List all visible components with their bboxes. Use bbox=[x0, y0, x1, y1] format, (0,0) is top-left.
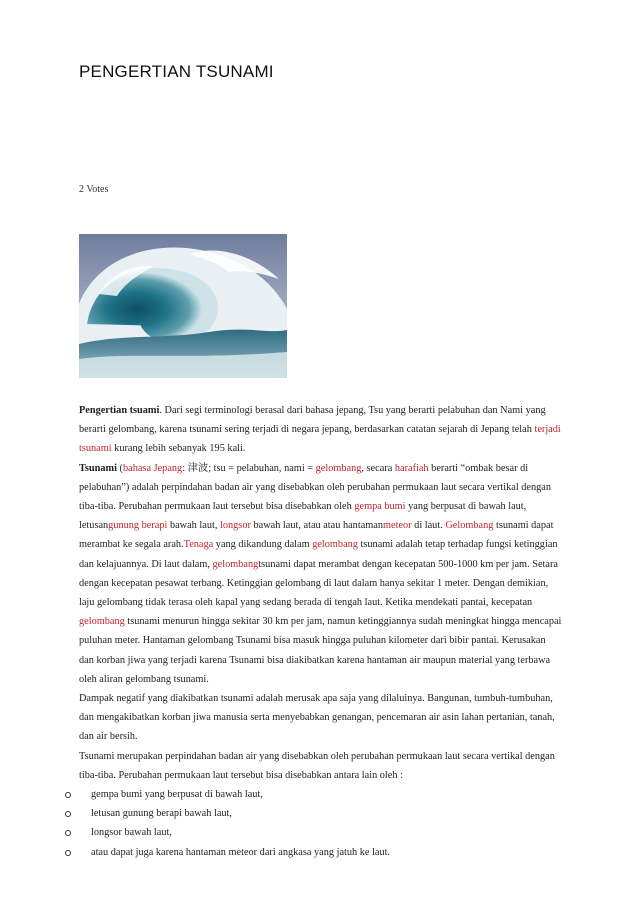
cause-list bbox=[79, 785, 563, 862]
link-gelombang[interactable]: gelombang bbox=[315, 462, 362, 474]
paragraph-4: Tsunami merupakan perpindahan badan air yang disebabkan oleh perubahan permukaan laut secara vertikal dengan tiba-tiba. Perubahan permukaan laut tersebut bisa disebabkan antara lain oleh : bbox=[79, 750, 555, 781]
list-item: atau dapat juga karena hantaman meteor dari angkasa yang jatuh ke laut. bbox=[79, 843, 563, 862]
votes-count: 2 Votes bbox=[79, 184, 109, 195]
list-item: letusan gunung berapi bawah laut, bbox=[79, 804, 563, 823]
link-gunung-berapi[interactable]: gunung berapi bbox=[108, 520, 168, 532]
bullet-icon bbox=[65, 850, 71, 856]
link-bahasa-jepang[interactable]: bahasa Jepang bbox=[123, 462, 183, 474]
term-pengertian: Pengertian tsuami bbox=[79, 405, 160, 416]
link-gelombang-5[interactable]: gelombang bbox=[79, 616, 125, 628]
list-item: gempa bumi yang berpusat di bawah laut, bbox=[79, 785, 563, 804]
bullet-icon bbox=[65, 792, 71, 798]
link-terjadi-tsunami[interactable]: terjadi tsunami bbox=[79, 424, 561, 455]
link-gempa-bumi[interactable]: gempa bumi bbox=[354, 501, 406, 513]
bullet-icon bbox=[65, 811, 71, 817]
paragraph-1: Pengertian tsuami. Dari segi terminologi berasal dari bahasa jepang, Tsu yang berarti pelabuhan dan Nami yang berarti gelombang, karena tsunami sering terjadi di negara jepang, berdasarkan catatan sejarah di Jepang telah terjadi tsunami kurang lebih sebanyak 195 kali. bbox=[79, 405, 561, 455]
bullet-icon bbox=[65, 830, 71, 836]
link-longsor[interactable]: longsor bbox=[220, 520, 251, 532]
list-item: longsor bawah laut, bbox=[79, 823, 563, 842]
link-gelombang-4[interactable]: gelombang bbox=[212, 558, 259, 570]
paragraph-3: Dampak negatif yang diakibatkan tsunami adalah merusak apa saja yang dilaluinya. Bangunan, tumbuh-tumbuhan, dan mengakibatkan korban jiwa manusia serta menyebabkan genangan, pencemaran air asin lahan pertanian, tanah, dan air bersih. bbox=[79, 693, 555, 743]
link-harafiah[interactable]: harafiah bbox=[394, 462, 429, 474]
paragraph-2: Tsunami (bahasa Jepang: 津波; tsu = pelabuhan, nami = gelombang, secara harafiah berarti “ombak besar di pelabuhan”) adalah perpindahan badan air yang disebabkan oleh perubahan permukaan laut secara vertikal dengan tiba-tiba. Perubahan permukaan laut tersebut bisa disebabkan oleh gempa bumi yang berpusat di bawah laut, letusangunung berapi bawah laut, longsor bawah laut, atau atau hantamanmeteor di laut. Gelombang tsunami dapat merambat ke segala arah.Tenaga yang dikandung dalam gelombang tsunami adalah tetap terhadap fungsi ketinggian dan kelajuannya. Di laut dalam, gelombangtsunami dapat merambat dengan kecepatan 500-1000 km per jam. Setara dengan kecepatan pesawat terbang. Ketinggian gelombang di laut dalam hanya sekitar 1 meter. Dengan demikian, laju gelombang tidak terasa oleh kapal yang sedang berada di tengah laut. Ketika mendekati pantai, kecepatan gelombang tsunami menurun hingga sekitar 30 km per jam, namun ketinggiannya sudah meningkat hingga mencapai puluhan meter. Hantaman gelombang Tsunami bisa masuk hingga puluhan kilometer dari bibir pantai. Kerusakan dan korban jiwa yang terjadi karena Tsunami bisa diakibatkan karena hantaman air maupun material yang terbawa oleh aliran gelombang tsunami. bbox=[79, 462, 562, 685]
article-body bbox=[79, 401, 563, 862]
link-gelombang-3[interactable]: gelombang bbox=[312, 539, 358, 551]
link-tenaga[interactable]: Tenaga bbox=[183, 539, 214, 551]
link-meteor[interactable]: meteor bbox=[383, 520, 412, 532]
tsunami-wave-image bbox=[79, 234, 287, 378]
term-tsunami: Tsunami bbox=[79, 462, 117, 474]
link-gelombang-2[interactable]: Gelombang bbox=[445, 520, 494, 532]
page-title: PENGERTIAN TSUNAMI bbox=[79, 62, 274, 81]
